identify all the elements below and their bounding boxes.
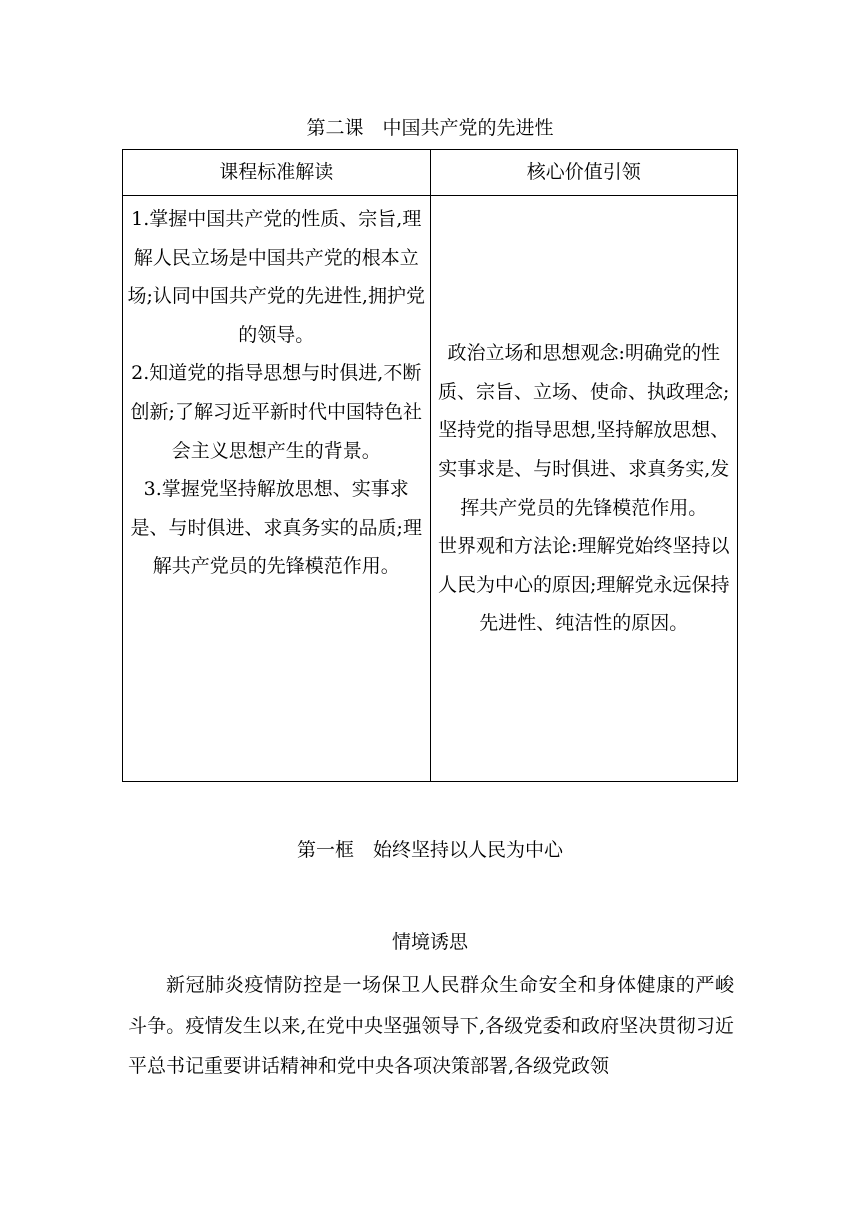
standard-item-3: 3.掌握党坚持解放思想、实事求是、与时俱进、求真务实的品质;理解共产党员的先锋模范作用。 (130, 478, 422, 578)
section-heading: 情境诱思 (391, 931, 468, 953)
header-curriculum-standard: 课程标准解读 (123, 150, 431, 196)
standard-item-2: 2.知道党的指导思想与时俱进,不断创新;了解习近平新时代中国特色社会主义思想产生的背景。 (130, 362, 422, 462)
table-body-row (123, 196, 738, 782)
lesson-title: 第二课 中国共产党的先进性 (306, 117, 554, 139)
body-paragraph: 新冠肺炎疫情防控是一场保卫人民群众生命安全和身体健康的严峻斗争。疫情发生以来,在党中央坚强领导下,各级党委和政府坚决贯彻习近平总书记重要讲话精神和党中央各项决策部署,各级党政领 (128, 974, 734, 1077)
core-value-item-2: 世界观和方法论:理解党始终坚持以人民为中心的原因;理解党永远保持先进性、纯洁性的原因。 (438, 535, 730, 635)
curriculum-table (122, 149, 738, 782)
curriculum-standard-cell (123, 196, 431, 782)
core-value-item-1: 政治立场和思想观念:明确党的性质、宗旨、立场、使命、执政理念;坚持党的指导思想,坚持解放思想、实事求是、与时俱进、求真务实,发挥共产党员的先锋模范作用。 (438, 342, 730, 519)
header-core-values: 核心价值引领 (430, 150, 738, 196)
core-values-cell (430, 196, 738, 782)
table-header-row (123, 150, 738, 196)
standard-item-1: 1.掌握中国共产党的性质、宗旨,理解人民立场是中国共产党的根本立场;认同中国共产党的先进性,拥护党的领导。 (127, 208, 425, 346)
frame-title: 第一框 始终坚持以人民为中心 (296, 839, 563, 861)
